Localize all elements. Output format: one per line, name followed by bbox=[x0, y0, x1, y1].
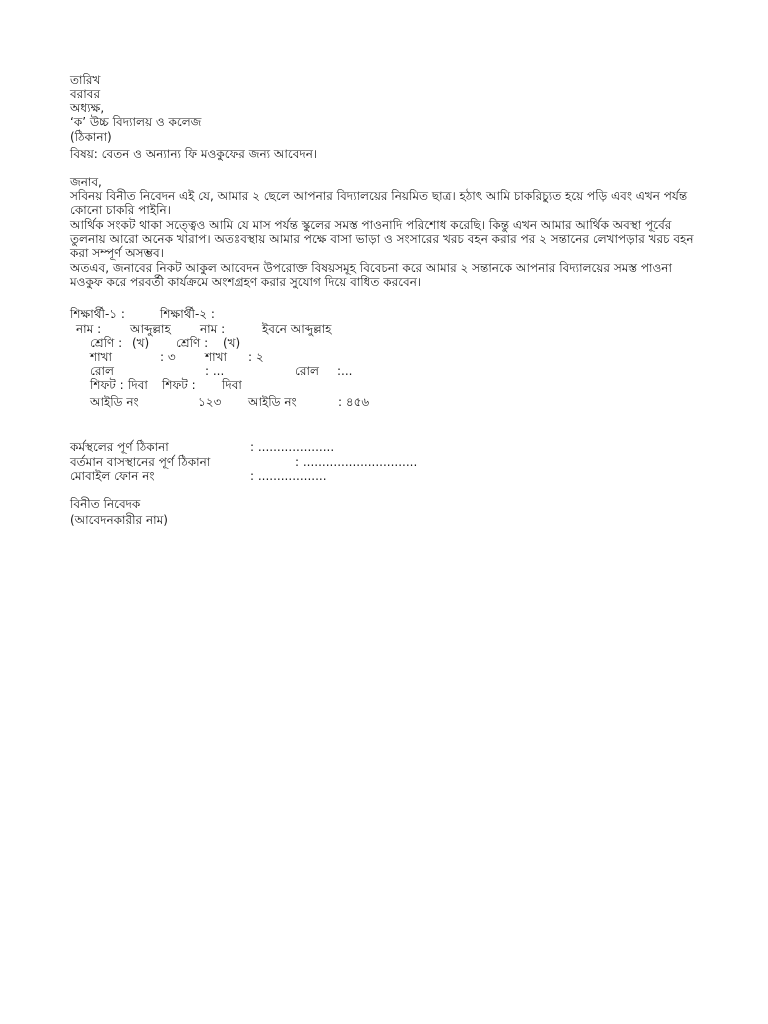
student-1-class-label: শ্রেণি : bbox=[90, 336, 123, 350]
student-2-shift-value: দিবা bbox=[222, 378, 242, 392]
student-2-class-value: (খ) bbox=[223, 336, 241, 350]
phone-value: : .................. bbox=[250, 469, 327, 483]
residence-address-value: : .............................. bbox=[295, 455, 418, 469]
phone-label: মোবাইল ফোন নং bbox=[70, 469, 155, 483]
addressee-title: অধ্যক্ষ, bbox=[70, 101, 105, 115]
address-placeholder: (ঠিকানা) bbox=[70, 130, 112, 144]
student-1-shift-label: শিফট : bbox=[90, 378, 124, 392]
student-2-name-value: ইবনে আব্দুল্লাহ bbox=[262, 322, 332, 336]
student-2-shift-label: শিফট : bbox=[162, 378, 196, 392]
student-2-class-label: শ্রেণি : bbox=[176, 336, 209, 350]
student-2-id-label: আইডি নং bbox=[248, 395, 297, 409]
student-2-section-value: : ২ bbox=[248, 350, 264, 364]
workplace-address-label: কর্মস্থলের পূর্ণ ঠিকানা bbox=[70, 440, 169, 454]
college-name: ‘ক’ উচ্চ বিদ্যালয় ও কলেজ bbox=[70, 115, 202, 129]
student-1-shift-value: দিবা bbox=[128, 378, 148, 392]
student-2-name-label: নাম : bbox=[200, 322, 226, 336]
student-2-roll-value: :... bbox=[337, 364, 353, 378]
subject-line: বিষয়: বেতন ও অন্যান্য ফি মওকুফের জন্য আবেদন। bbox=[70, 147, 318, 161]
residence-address-label: বর্তমান বাসস্থানের পূর্ণ ঠিকানা bbox=[70, 455, 211, 469]
body-paragraph-3: অতএব, জনাবের নিকট আকুল আবেদন উপরোক্ত বিষয়সমূহ বিবেচনা করে আমার ২ সন্তানকে আপনার বিদ্যালয়ের সমস্ত পাওনা মওকুফ করে পরবর্তী কার্যক্রমে অংশগ্রহণ করার সুযোগ দিয়ে বাধিত করবেন। bbox=[70, 261, 672, 289]
date-label: তারিখ bbox=[70, 73, 101, 87]
student-1-name-label: নাম : bbox=[76, 322, 102, 336]
student-1-class-value: (খ) bbox=[132, 336, 150, 350]
signature-placeholder: (আবেদনকারীর নাম) bbox=[70, 513, 168, 527]
salutation: জনাব, bbox=[70, 175, 102, 189]
student-1-section-label: শাখা bbox=[90, 350, 112, 364]
student-2-id-value: : ৪৫৬ bbox=[338, 395, 370, 409]
student-1-id-value: ১২৩ bbox=[198, 395, 222, 409]
student-2-header: শিক্ষার্থী-২ : bbox=[160, 307, 215, 321]
student-1-section-value: : ৩ bbox=[160, 350, 176, 364]
workplace-address-value: : .................... bbox=[250, 440, 335, 454]
student-1-header: শিক্ষার্থী-১ : bbox=[70, 307, 125, 321]
body-paragraph-1: সবিনয় বিনীত নিবেদন এই যে, আমার ২ ছেলে আপনার বিদ্যালয়ের নিয়মিত ছাত্র। হঠাৎ আমি চাকরিচ্যুত হয়ে পড়ি এবং এখন পর্যন্ত কোনো চাকরি পাইনি। bbox=[70, 189, 688, 217]
student-2-roll-label: রোল bbox=[295, 364, 319, 378]
student-1-id-label: আইডি নং bbox=[90, 395, 139, 409]
to-label: বরাবর bbox=[70, 87, 101, 101]
closing: বিনীত নিবেদক bbox=[70, 497, 141, 511]
student-2-section-label: শাখা bbox=[205, 350, 227, 364]
body-paragraph-2: আর্থিক সংকট থাকা সত্ত্বেও আমি যে মাস পর্যন্ত স্কুলের সমস্ত পাওনাদি পরিশোধ করেছি। কিন্তু এখন আমার আর্থিক অবস্থা পূর্বের তুলনায় আরো অনেক খারাপ। অতঃবস্থায় আমার পক্ষে বাসা ভাড়া ও সংসারের খরচ বহন করার পর ২ সন্তানের লেখাপড়ার খরচ বহন করা সম্পূর্ণ অসম্ভব। bbox=[70, 218, 694, 260]
student-1-roll-value: : ... bbox=[205, 364, 225, 378]
student-1-roll-label: রোল bbox=[90, 364, 114, 378]
student-1-name-value: আব্দুল্লাহ bbox=[130, 322, 171, 336]
